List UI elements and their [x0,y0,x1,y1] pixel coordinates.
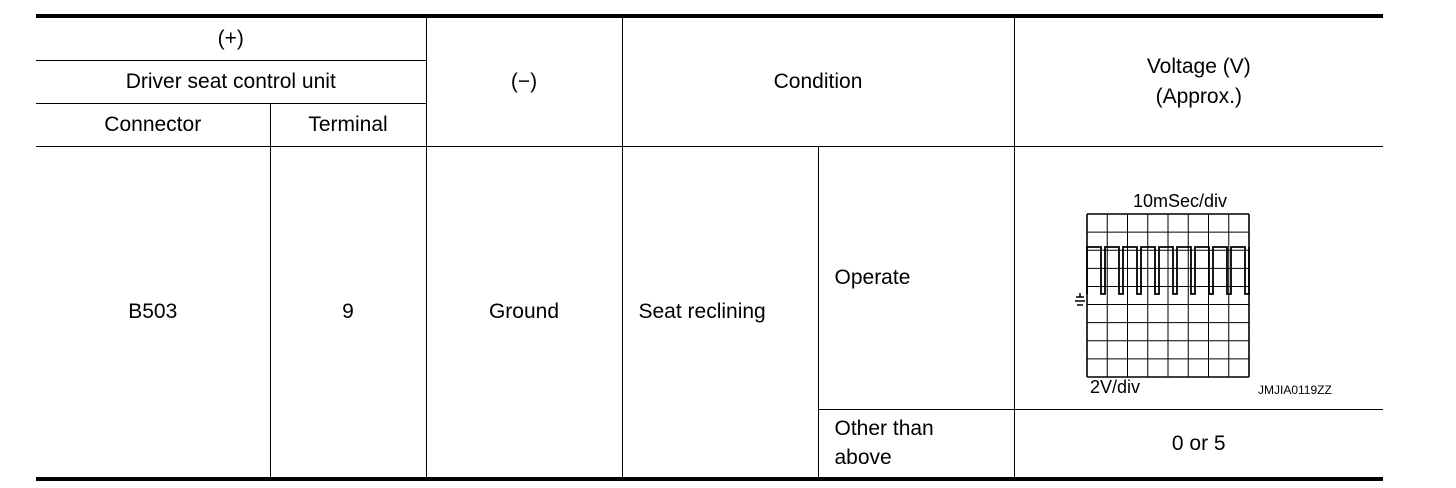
connector-header: Connector [36,103,270,146]
oscilloscope-cell [1014,146,1383,409]
time-div-label: 10mSec/div [1132,190,1227,211]
oscilloscope-figure [1015,147,1384,409]
plus-header: (+) [36,16,426,60]
minus-cell: Ground [426,146,622,479]
condition-cell: Seat reclining [622,146,818,479]
figure-code: JMJIA0119ZZ [1257,382,1332,397]
voltage-header-line1: Voltage (V) [1146,55,1251,79]
terminal-header: Terminal [270,103,426,146]
unit-header: Driver seat control unit [36,60,426,103]
condition-header: Condition [622,16,1014,146]
other-cell [818,409,1014,479]
scope-grid [1087,214,1249,377]
terminal-cell: 9 [270,146,426,479]
volt-div-label: 2V/div [1089,376,1140,397]
oscilloscope-trace [1015,147,1384,410]
operate-cell: Operate [818,146,1014,409]
other-line1: Other than [834,416,934,440]
ground-icon [1075,293,1085,305]
voltage-header-line2: (Approx.) [1155,84,1242,108]
other-line2: above [834,446,892,470]
connector-cell: B503 [36,146,270,479]
voltage-value-cell: 0 or 5 [1014,409,1383,479]
voltage-spec-table [36,14,1383,481]
minus-header: (−) [426,16,622,146]
voltage-header [1014,16,1383,146]
